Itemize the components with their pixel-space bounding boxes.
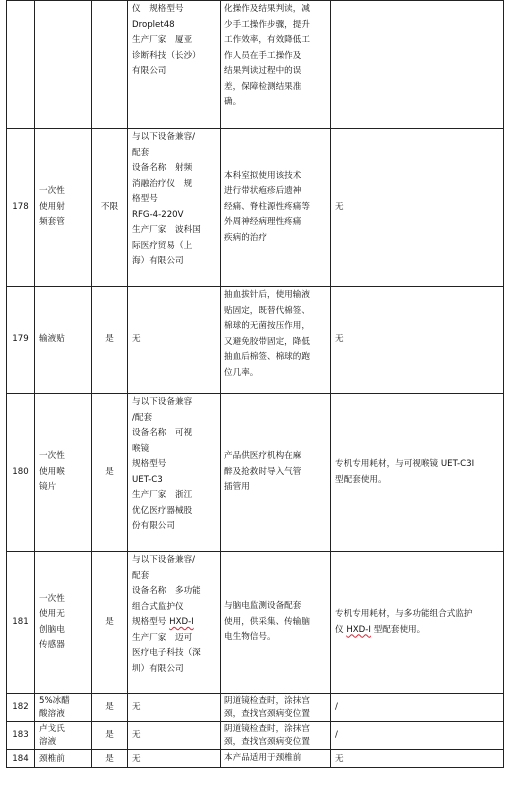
table-row bbox=[7, 750, 504, 768]
item-name: 输液贴 bbox=[35, 287, 92, 394]
model-number: HXD-I bbox=[169, 617, 194, 627]
item-name: 一次性 使用无 创脑电 传感器 bbox=[35, 552, 92, 694]
item-name: 卢戈氏 溶液 bbox=[35, 722, 92, 750]
device-compat: 仪 规格型号 Droplet48 生产厂家 厦亚 诊断科技（长沙） 有限公司 bbox=[128, 1, 221, 129]
item-name bbox=[35, 1, 92, 129]
row-number: 179 bbox=[7, 287, 35, 394]
remarks: 无 bbox=[331, 750, 504, 768]
row-number: 182 bbox=[7, 694, 35, 722]
table-row bbox=[7, 394, 504, 552]
item-name: 颈椎前 bbox=[35, 750, 92, 768]
remarks: 无 bbox=[331, 129, 504, 287]
row-number: 184 bbox=[7, 750, 35, 768]
item-name: 一次性 使用射 频套管 bbox=[35, 129, 92, 287]
remarks bbox=[331, 1, 504, 129]
remarks: 专机专用耗材，与多功能组合式监护 仪 HXD-I 型配套使用。 bbox=[331, 552, 504, 694]
row-number: 181 bbox=[7, 552, 35, 694]
row-number: 180 bbox=[7, 394, 35, 552]
table-row bbox=[7, 552, 504, 694]
remarks: / bbox=[331, 694, 504, 722]
required-flag bbox=[92, 1, 128, 129]
row-number: 178 bbox=[7, 129, 35, 287]
required-flag: 是 bbox=[92, 722, 128, 750]
device-compat: 无 bbox=[128, 287, 221, 394]
device-compat: 无 bbox=[128, 694, 221, 722]
row-number: 183 bbox=[7, 722, 35, 750]
table-row bbox=[7, 694, 504, 722]
model-number: HXD-I bbox=[346, 624, 371, 635]
device-compat: 无 bbox=[128, 750, 221, 768]
required-flag: 不限 bbox=[92, 129, 128, 287]
table-row bbox=[7, 287, 504, 394]
remarks: 无 bbox=[331, 287, 504, 394]
item-name: 5%冰醋 酸溶液 bbox=[35, 694, 92, 722]
table-row bbox=[7, 722, 504, 750]
device-compat: 无 bbox=[128, 722, 221, 750]
device-compat-text: 与以下设备兼容/ 配套 设备名称 多功能 组合式监护仪 规格型号 HXD-I 生产厂家 迈可 医疗电子科技（深 圳）有限公司 bbox=[132, 555, 201, 674]
required-flag: 是 bbox=[92, 552, 128, 694]
usage-desc: 本科室拟使用该技术 进行带状疱疹后遗神 经痛、脊柱源性疼痛等 外周神经病理性疼痛 疾病的治疗 bbox=[221, 129, 331, 287]
usage-desc: 本产品适用于颈椎前 bbox=[221, 750, 331, 768]
device-compat: 与以下设备兼容 /配套 设备名称 可视 喉镜 规格型号 UET-C3 生产厂家 浙江 优亿医疗器械股 份有限公司 bbox=[128, 394, 221, 552]
table-row bbox=[7, 129, 504, 287]
remarks: 专机专用耗材，与可视喉镜 UET-C3I 型配套使用。 bbox=[331, 394, 504, 552]
device-compat bbox=[128, 552, 221, 694]
required-flag: 是 bbox=[92, 750, 128, 768]
usage-desc: 产品供医疗机构在麻 醉及抢救时导入气管 插管用 bbox=[221, 394, 331, 552]
required-flag: 是 bbox=[92, 287, 128, 394]
usage-desc: 抽血拔针后，使用输液 贴固定，既替代棉签、 棉球的无菌按压作用， 又避免胶带固定，降低 抽血后棉签、棉球的跑 位几率。 bbox=[221, 287, 331, 394]
usage-desc: 化操作及结果判读，减 少手工操作步骤，提升 工作效率，有效降低工 作人员在手工操作及 结果判读过程中的误 差，保障检测结果准 确。 bbox=[221, 1, 331, 129]
usage-desc: 与脑电监测设备配套 使用，供采集、传输脑 电生物信号。 bbox=[221, 552, 331, 694]
consumables-table bbox=[6, 0, 504, 768]
item-name: 一次性 使用喉 镜片 bbox=[35, 394, 92, 552]
usage-desc: 阴道镜检查时，涂抹宫 颈，查找宫颈病变位置 bbox=[221, 722, 331, 750]
device-compat: 与以下设备兼容/ 配套 设备名称 射频 消融治疗仪 规 格型号 RFG-4-220V 生产厂家 波科国 际医疗贸易（上 海）有限公司 bbox=[128, 129, 221, 287]
required-flag: 是 bbox=[92, 394, 128, 552]
remarks: / bbox=[331, 722, 504, 750]
row-number bbox=[7, 1, 35, 129]
required-flag: 是 bbox=[92, 694, 128, 722]
usage-desc: 阴道镜检查时，涂抹宫 颈，查找宫颈病变位置 bbox=[221, 694, 331, 722]
table-row bbox=[7, 1, 504, 129]
